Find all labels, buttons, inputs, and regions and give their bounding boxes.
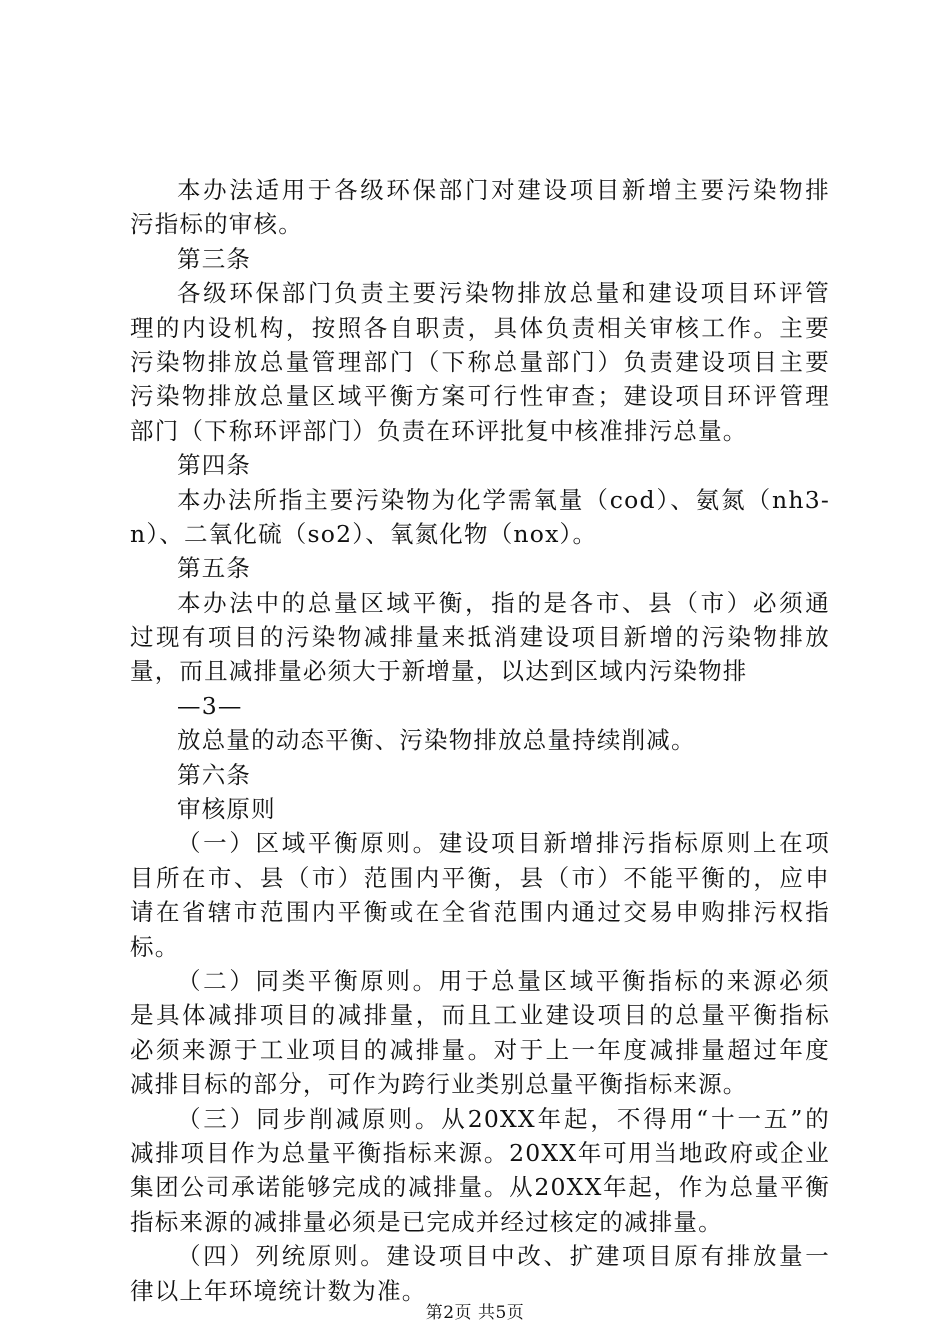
text-line: 第六条 bbox=[177, 760, 252, 789]
text-line: 集团公司承诺能够完成的减排量。从20XX年起，作为总量平衡 bbox=[130, 1173, 830, 1202]
text-line: 过现有项目的污染物减排量来抵消建设项目新增的污染物排放 bbox=[130, 623, 830, 652]
text-line: 部门（下称环评部门）负责在环评批复中核准排污总量。 bbox=[130, 416, 748, 445]
text-line: 放总量的动态平衡、污染物排放总量持续削减。 bbox=[177, 726, 696, 755]
text-line: 必须来源于工业项目的减排量。对于上一年度减排量超过年度 bbox=[130, 1035, 830, 1064]
text-line: 污指标的审核。 bbox=[130, 210, 303, 239]
text-line: 理的内设机构，按照各自职责，具体负责相关审核工作。主要 bbox=[130, 313, 830, 342]
text-line: n）、二氧化硫（so2）、氧氮化物（nox）。 bbox=[130, 519, 598, 548]
text-line: 律以上年环境统计数为准。 bbox=[130, 1276, 427, 1305]
text-line: 本办法中的总量区域平衡，指的是各市、县（市）必须通 bbox=[177, 588, 830, 617]
text-line: 减排目标的部分，可作为跨行业类别总量平衡指标来源。 bbox=[130, 1070, 748, 1099]
text-line: 量，而且减排量必须大于新增量，以达到区域内污染物排 bbox=[130, 657, 748, 686]
text-line: 各级环保部门负责主要污染物排放总量和建设项目环评管 bbox=[177, 279, 830, 308]
text-line: 是具体减排项目的减排量，而且工业建设项目的总量平衡指标 bbox=[130, 1001, 830, 1030]
text-line: 减排项目作为总量平衡指标来源。20XX年可用当地政府或企业 bbox=[130, 1138, 830, 1167]
text-line: （一）区域平衡原则。建设项目新增排污指标原则上在项 bbox=[177, 829, 830, 858]
text-line: 本办法所指主要污染物为化学需氧量（cod）、氨氮（nh3- bbox=[177, 485, 830, 514]
text-line: 本办法适用于各级环保部门对建设项目新增主要污染物排 bbox=[177, 176, 830, 204]
text-line: 请在省辖市范围内平衡或在全省范围内通过交易申购排污权指 bbox=[130, 898, 830, 927]
document-body bbox=[130, 173, 830, 1308]
text-line: （四）列统原则。建设项目中改、扩建项目原有排放量一 bbox=[177, 1242, 830, 1271]
text-line: 审核原则 bbox=[177, 795, 276, 824]
text-line: 第四条 bbox=[177, 451, 252, 480]
text-line: 第五条 bbox=[177, 554, 252, 583]
text-line: 标。 bbox=[130, 932, 180, 961]
text-line: 指标来源的减排量必须是已完成并经过核定的减排量。 bbox=[130, 1207, 723, 1236]
text-line: （三）同步削减原则。从20XX年起，不得用“十一五”的 bbox=[177, 1104, 830, 1133]
text-line: 污染物排放总量区域平衡方案可行性审查；建设项目环评管理 bbox=[130, 382, 830, 411]
text-line: （二）同类平衡原则。用于总量区域平衡指标的来源必须 bbox=[177, 966, 830, 995]
text-line: —3— bbox=[177, 691, 243, 720]
page-footer: 第2页 共5页 bbox=[425, 1303, 525, 1323]
text-line: 目所在市、县（市）范围内平衡，县（市）不能平衡的，应申 bbox=[130, 863, 830, 892]
text-line: 污染物排放总量管理部门（下称总量部门）负责建设项目主要 bbox=[130, 347, 830, 376]
text-line: 第三条 bbox=[177, 244, 252, 273]
